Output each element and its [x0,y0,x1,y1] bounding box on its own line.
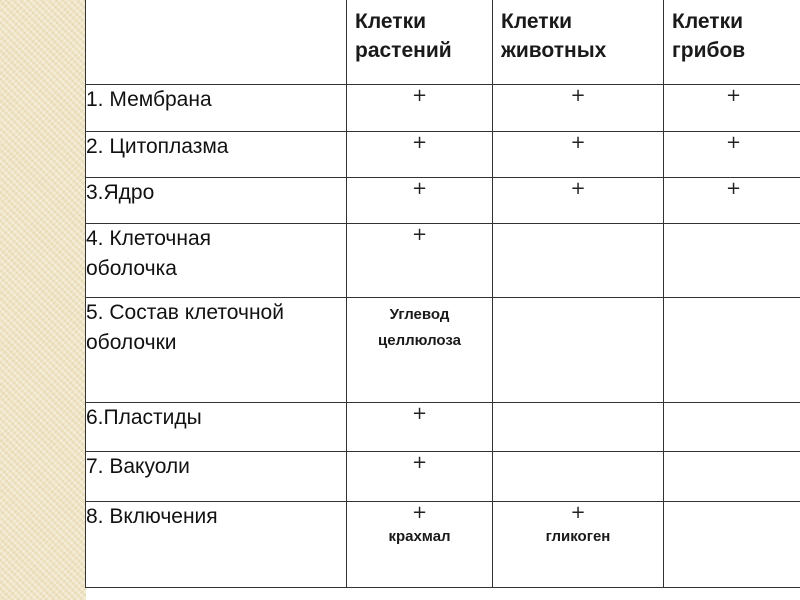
plus-mark: + [725,178,742,199]
table-row [86,178,800,224]
fungi-cell [664,132,800,178]
fungi-cell [664,298,800,403]
plants-cell [347,403,493,452]
row-label-cell-wall [86,224,347,298]
animals-cell [493,452,664,502]
header-row [86,0,800,85]
plus-mark: + [570,178,586,199]
row-label-text: 6.Пластиды [86,406,202,429]
table-row [86,224,800,298]
fungi-cell [664,178,800,224]
animals-cell [493,224,664,298]
header-line: животных [501,39,607,62]
table-row [86,85,800,132]
table-row [86,502,800,588]
animals-cell [493,403,664,452]
row-label-text: оболочки [86,331,177,354]
table-row [86,132,800,178]
plus-mark: + [411,224,428,245]
plus-mark: + [725,85,742,106]
plus-mark: + [411,403,428,424]
row-label-text: оболочка [86,257,177,280]
plants-cell [347,298,493,403]
header-line: растений [355,39,452,62]
row-label-cell-wall-composition [86,298,347,403]
cell-comparison-table [85,0,800,588]
plants-cell [347,224,493,298]
row-label-inclusions [86,502,347,588]
header-fungi-cells [664,0,800,85]
header-animal-cells [493,0,664,85]
row-label-nucleus [86,178,347,224]
row-label-text: 4. Клеточная [86,227,212,250]
plants-cell [347,132,493,178]
cell-note: Углевод [389,306,450,323]
row-label-text: 1. Мембрана [86,88,212,111]
row-label-cytoplasm [86,132,347,178]
fungi-cell [664,502,800,588]
plants-cell [347,178,493,224]
decorative-side-strip [0,0,86,600]
row-label-text: 7. Вакуоли [86,455,190,478]
header-plant-cells [347,0,493,85]
row-label-membrane [86,85,347,132]
animals-cell [493,85,664,132]
plus-mark: + [570,502,586,523]
row-label-text: 5. Состав клеточной [86,301,284,324]
animals-cell [493,298,664,403]
plants-cell [347,452,493,502]
animals-cell [493,502,664,588]
row-label-text: 3.Ядро [86,181,155,204]
plus-mark: + [725,132,742,153]
plus-mark: + [411,85,428,106]
header-line: Клетки [672,10,743,33]
fungi-cell [664,452,800,502]
plus-mark: + [411,452,428,473]
plants-cell [347,85,493,132]
cell-note: крахмал [388,528,451,545]
fungi-cell [664,85,800,132]
animals-cell [493,178,664,224]
animals-cell [493,132,664,178]
table-row [86,298,800,403]
table-row [86,452,800,502]
table-row [86,403,800,452]
header-line: грибов [672,39,746,62]
header-line: Клетки [501,10,572,33]
plus-mark: + [570,85,586,106]
cell-note: гликоген [545,528,611,545]
plus-mark: + [411,132,428,153]
plants-cell [347,502,493,588]
fungi-cell [664,403,800,452]
cell-note: целлюлоза [378,332,461,349]
header-line: Клетки [355,10,426,33]
row-label-plastids [86,403,347,452]
row-label-vacuoles [86,452,347,502]
fungi-cell [664,224,800,298]
plus-mark: + [411,178,428,199]
row-label-text: 2. Цитоплазма [86,135,229,158]
plus-mark: + [570,132,586,153]
row-label-text: 8. Включения [86,505,218,528]
header-empty-cell [86,0,347,85]
plus-mark: + [411,502,428,523]
